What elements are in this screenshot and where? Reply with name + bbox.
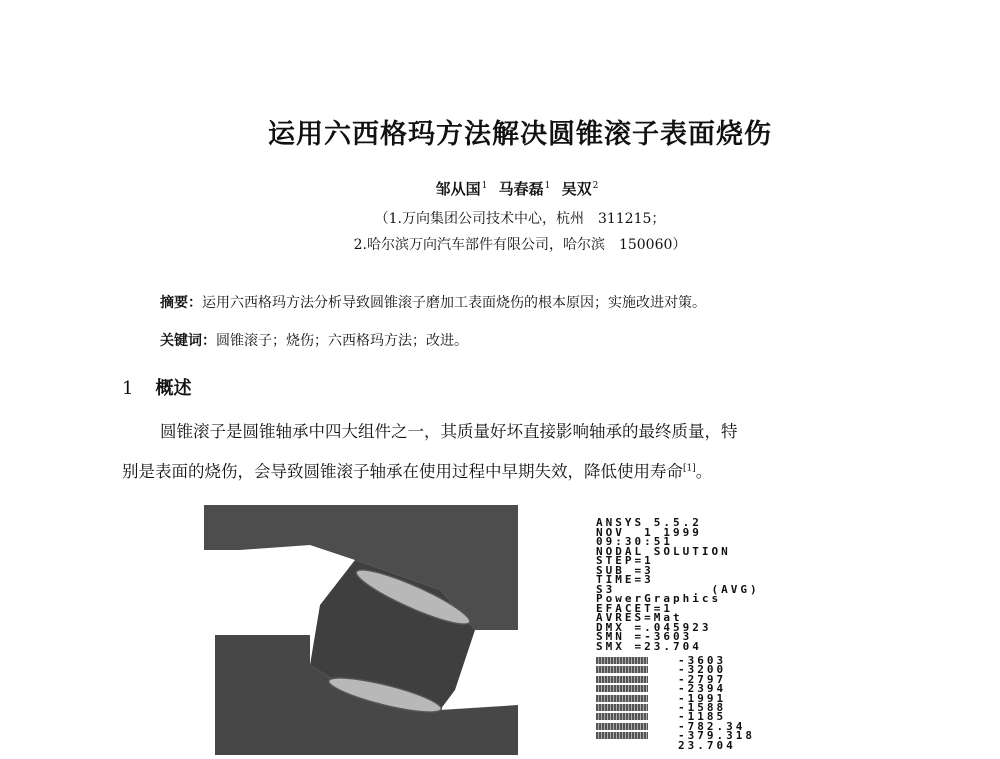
author-affiliation-mark: 2	[592, 181, 599, 191]
legend-line: ANSYS 5.5.2	[596, 516, 702, 529]
scale-value: -1185	[678, 710, 727, 724]
legend-line: STEP=1	[596, 554, 654, 567]
paper-title: 运用六西格玛方法解决圆锥滚子表面烧伤	[268, 119, 772, 150]
scale-value: -782.34	[678, 719, 746, 733]
scale-swatch	[596, 713, 648, 720]
legend-line: SMN =-3603	[596, 630, 693, 643]
legend-line: EFACET=1	[596, 601, 673, 615]
scale-value: -3603	[678, 654, 727, 667]
author-line	[0, 178, 1000, 199]
section-number: 1	[122, 378, 134, 399]
paragraph-line	[122, 458, 712, 482]
paragraph-line: 圆锥滚子是圆锥轴承中四大组件之一，其质量好坏直接影响轴承的最终质量，特	[160, 422, 738, 441]
keywords-text: 圆锥滚子；烧伤；六西格玛方法；改进。	[216, 333, 468, 349]
scale-value: -2797	[678, 672, 727, 686]
fem-stress-figure	[200, 505, 518, 755]
scale-swatch	[596, 723, 648, 730]
scale-swatch	[596, 666, 648, 673]
scale-value: -2394	[678, 682, 727, 696]
keywords-label: 关键词：	[160, 333, 216, 349]
legend-line: SMX =23.704	[596, 639, 702, 653]
legend-line: SUB =3	[596, 563, 654, 577]
scale-swatch	[596, 685, 648, 692]
author-name: 吴双	[561, 180, 592, 198]
legend-line: NODAL SOLUTION	[596, 544, 731, 558]
scale-swatch	[596, 695, 648, 702]
affiliation-line: （1.万向集团公司技术中心，杭州 311215；	[374, 211, 666, 227]
abstract-text: 运用六西格玛方法分析导致圆锥滚子磨加工表面烧伤的根本原因；实施改进对策。	[202, 295, 706, 311]
affiliation-line: 2.哈尔滨万向汽车部件有限公司，哈尔滨 150060）	[353, 237, 687, 253]
legend-line: PowerGraphics	[596, 592, 722, 605]
scale-swatch	[596, 657, 648, 664]
scale-swatch	[596, 676, 648, 683]
citation-ref: [1]	[683, 463, 696, 474]
scale-swatch	[596, 704, 648, 711]
paragraph-end: 。	[695, 462, 713, 481]
contour-scale	[596, 656, 836, 750]
legend-line: NOV 1 1999	[596, 525, 702, 539]
abstract-label: 摘要：	[160, 295, 202, 311]
scale-swatch	[596, 732, 648, 739]
abstract	[160, 292, 706, 312]
scale-row	[596, 738, 836, 752]
scale-value: -3200	[678, 663, 727, 677]
author-name: 邹从国	[435, 180, 481, 198]
scale-value: -379.318	[678, 729, 755, 743]
legend-line: DMX =.045923	[596, 620, 712, 634]
legend-line: S3 (AVG)	[596, 582, 760, 596]
scale-value: -1588	[678, 700, 727, 714]
keywords	[160, 330, 468, 350]
section-heading	[122, 374, 191, 400]
scale-value: 23.704	[678, 738, 736, 752]
author-affiliation-mark: 1	[481, 181, 488, 191]
author-name: 马春磊	[498, 180, 544, 198]
ansys-legend	[596, 518, 836, 651]
legend-line: TIME=3	[596, 573, 654, 586]
scale-value: -1991	[678, 691, 727, 705]
paragraph-text: 别是表面的烧伤，会导致圆锥滚子轴承在使用过程中早期失效，降低使用寿命	[122, 462, 683, 481]
section-title: 概述	[155, 378, 192, 399]
author-affiliation-mark: 1	[544, 181, 551, 191]
legend-line: AVRES=Mat	[596, 611, 683, 624]
legend-line: 09:30:51	[596, 535, 673, 548]
